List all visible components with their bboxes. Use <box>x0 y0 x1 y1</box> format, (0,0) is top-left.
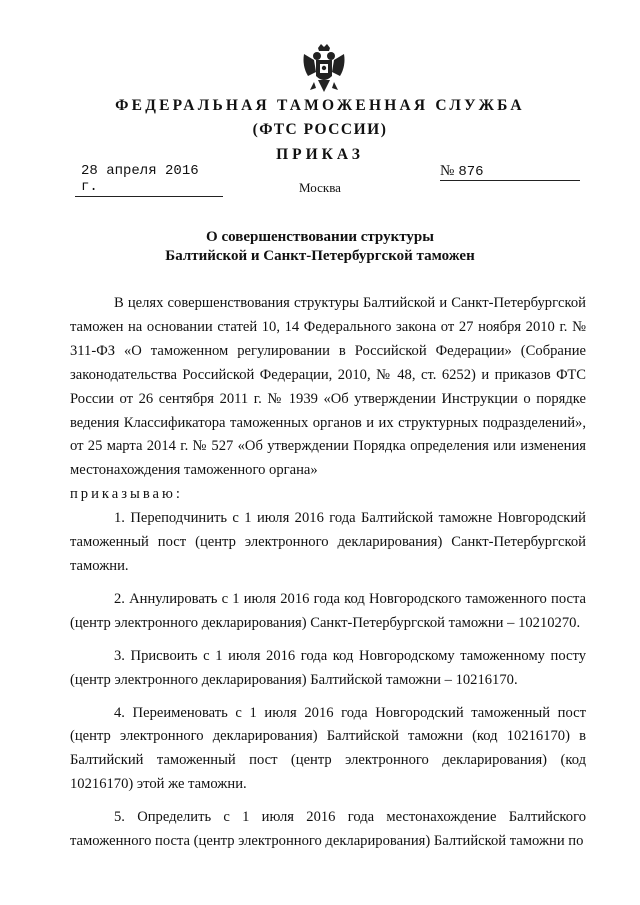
agency-short-name: (ФТС РОССИИ) <box>252 121 388 138</box>
list-item: 1. Переподчинить с 1 июля 2016 года Балтийской таможне Новгородский таможенный пост (центр электронного декларирования) Санкт-Петербургской таможни. <box>70 510 586 574</box>
number-sign: № <box>440 163 455 179</box>
agency-name: ФЕДЕРАЛЬНАЯ ТАМОЖЕННАЯ СЛУЖБА <box>115 97 525 114</box>
list-item: 4. Переименовать с 1 июля 2016 года Новгородский таможенный пост (центр электронного декларирования) Балтийской таможни (код 10216170) в Балтийский таможенный пост (центр электронного декларирования) (код 10216170) этой же таможни. <box>70 704 586 793</box>
document-type: ПРИКАЗ <box>276 146 364 163</box>
number-value: 876 <box>458 164 484 180</box>
document-city: Москва <box>299 180 341 195</box>
document-date: 28 апреля 2016 г. <box>75 163 223 197</box>
preamble-paragraph: В целях совершенствования структуры Балтийской и Санкт-Петербургской таможен на основании статей 10, 14 Федерального закона от 27 ноября 2010 г. № 311-ФЗ «О таможенном регулировании в Российской Федерации» (Собрание законодательства Российской Федерации, 2010, № 48, ст. 6252) и приказов ФТС России от 26 сентября 2011 г. № 1939 «Об утверждении Инструкции о порядке ведения Классификатора таможенных органов и их структурных подразделений», от 25 марта 2014 г. № 527 «Об утверждении Порядка определения или изменения местонахождения таможенного органа» <box>70 295 586 479</box>
document-number <box>440 163 580 181</box>
list-item: 2. Аннулировать с 1 июля 2016 года код Новгородского таможенного поста (центр электронного декларирования) Санкт-Петербургской таможни – 10210270. <box>70 590 586 631</box>
document-subject <box>0 228 640 266</box>
list-item: 5. Определить с 1 июля 2016 года местонахождение Балтийского таможенного поста (центр электронного декларирования) Балтийской таможни по <box>70 809 586 850</box>
subject-line-1: О совершенствовании структуры <box>206 229 434 245</box>
list-item: 3. Присвоить с 1 июля 2016 года код Новгородскому таможенному посту (центр электронного декларирования) Балтийской таможни – 10216170. <box>70 647 586 688</box>
order-word: приказываю: <box>70 486 183 503</box>
subject-line-2: Балтийской и Санкт-Петербургской таможен <box>165 248 475 264</box>
coat-of-arms-emblem-icon <box>300 42 348 100</box>
document-body <box>70 292 586 854</box>
